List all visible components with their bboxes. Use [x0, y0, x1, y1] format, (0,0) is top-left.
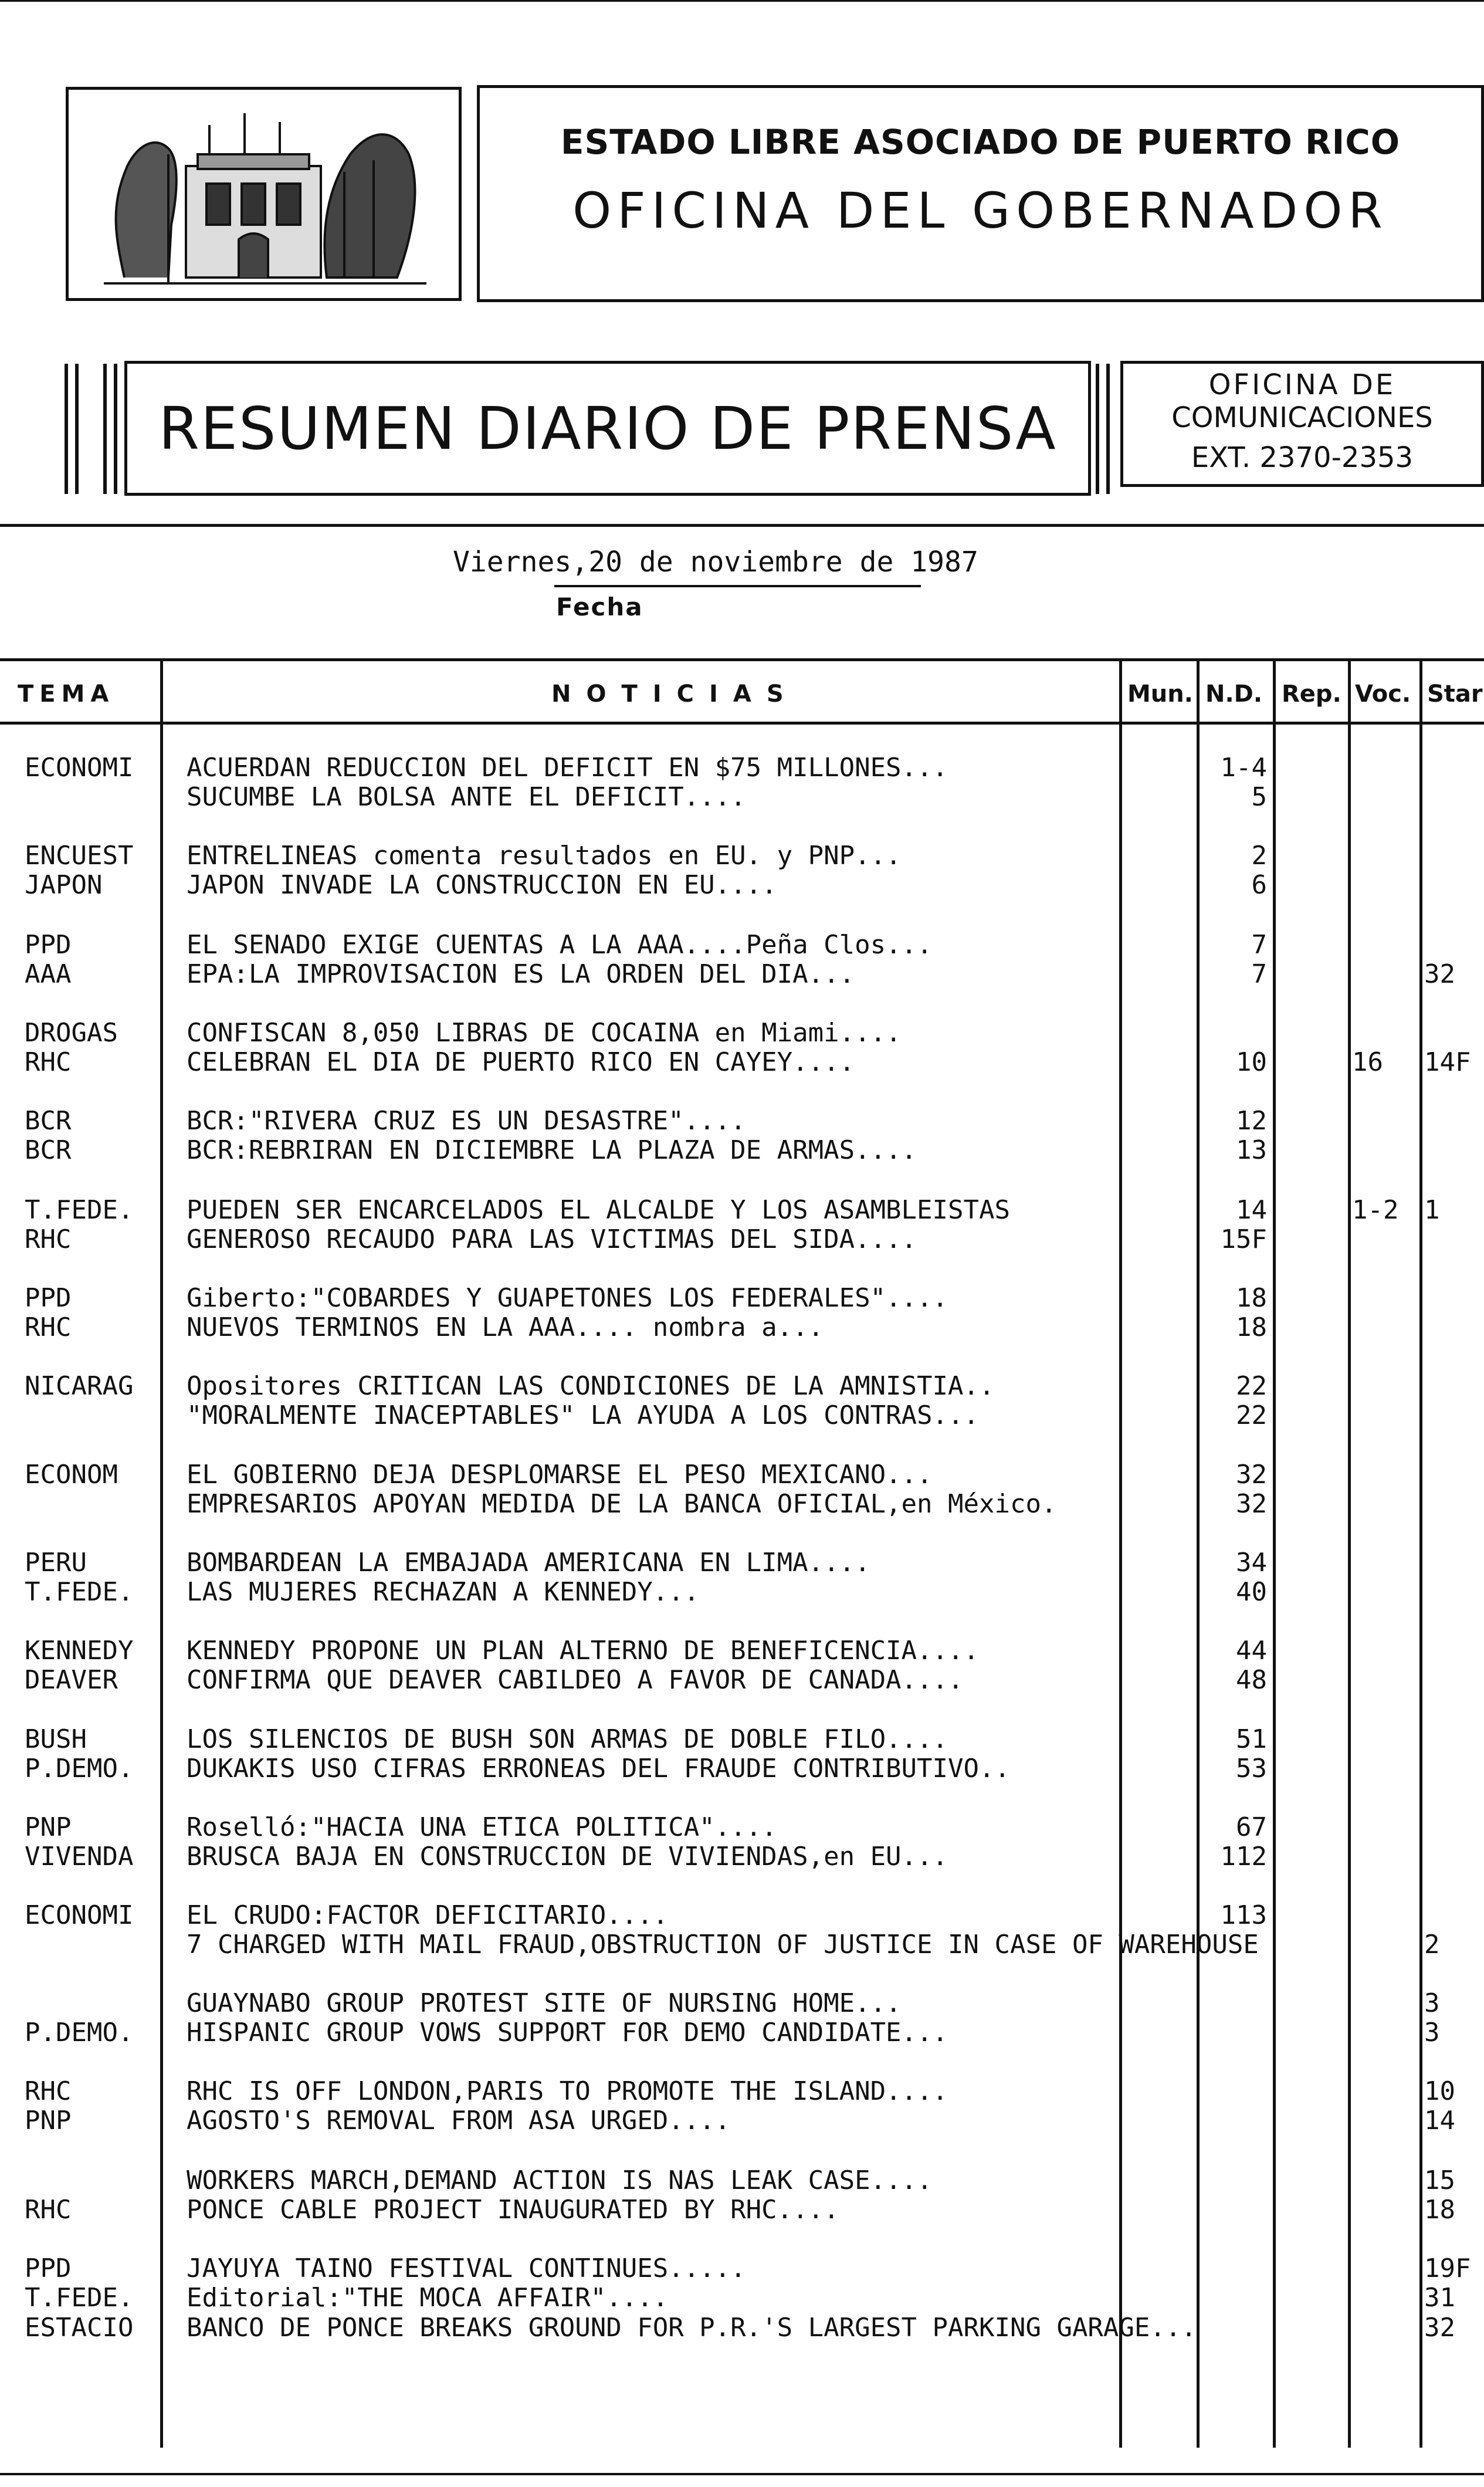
date-value: Viernes,20 de noviembre de 1987 [453, 546, 978, 578]
noticia-cell: CONFISCAN 8,050 LIBRAS DE COCAINA en Miami.... [187, 1018, 902, 1048]
col-line-tema [160, 658, 163, 2448]
seal-box [66, 87, 462, 301]
nd-cell: 13 [1236, 1135, 1267, 1165]
noticia-cell: JAPON INVADE LA CONSTRUCCION EN EU.... [187, 870, 777, 900]
banner-left-bar-4 [114, 364, 117, 494]
noticia-cell: BCR:"RIVERA CRUZ ES UN DESASTRE".... [187, 1106, 746, 1136]
date-label: Fecha [556, 593, 643, 621]
col-header-star: Star [1427, 681, 1483, 708]
tema-cell: PNP [25, 1812, 72, 1842]
nd-cell: 32 [1236, 1489, 1267, 1519]
star-cell: 3 [1424, 1988, 1440, 2018]
noticia-cell: RHC IS OFF LONDON,PARIS TO PROMOTE THE ISLAND.... [187, 2076, 948, 2106]
star-cell: 14 [1424, 2106, 1455, 2136]
noticia-cell: BRUSCA BAJA EN CONSTRUCCION DE VIVIENDAS,en EU... [187, 1842, 948, 1872]
noticia-cell: "MORALMENTE INACEPTABLES" LA AYUDA A LOS CONTRAS... [187, 1400, 980, 1430]
tema-cell: RHC [25, 1047, 72, 1077]
noticia-cell: WORKERS MARCH,DEMAND ACTION IS NAS LEAK CASE.... [187, 2165, 933, 2195]
noticia-cell: LOS SILENCIOS DE BUSH SON ARMAS DE DOBLE FILO.... [187, 1724, 948, 1754]
nd-cell: 15F [1220, 1224, 1267, 1254]
noticia-cell: SUCUMBE LA BOLSA ANTE EL DEFICIT.... [187, 782, 746, 812]
tema-cell: ENCUEST [25, 841, 134, 871]
tema-cell: ESTACIO [25, 2313, 134, 2343]
noticia-cell: ENTRELINEAS comenta resultados en EU. y PNP... [187, 841, 902, 871]
nd-cell: 14 [1236, 1195, 1267, 1225]
nd-cell: 18 [1236, 1312, 1267, 1342]
col-line-noticias [1119, 658, 1122, 2448]
tema-cell: ECONOM [25, 1460, 118, 1490]
tema-cell: PERU [25, 1548, 87, 1578]
star-cell: 10 [1424, 2076, 1455, 2106]
nd-cell: 113 [1220, 1900, 1267, 1930]
col-header-nd: N.D. [1205, 681, 1263, 708]
noticia-cell: CELEBRAN EL DIA DE PUERTO RICO EN CAYEY.... [187, 1047, 855, 1077]
office-line3: EXT. 2370-2353 [1191, 441, 1414, 474]
tema-cell: BCR [25, 1106, 72, 1136]
noticia-cell: LAS MUJERES RECHAZAN A KENNEDY... [187, 1577, 700, 1607]
building-illustration-icon [69, 90, 459, 298]
banner-right-bar-2 [1106, 364, 1110, 494]
star-cell: 3 [1424, 2018, 1440, 2048]
nd-cell: 18 [1236, 1283, 1267, 1313]
date-underline [554, 585, 921, 587]
noticia-cell: EMPRESARIOS APOYAN MEDIDA DE LA BANCA OFICIAL,en México. [187, 1489, 1057, 1519]
banner-left-bar-2 [75, 364, 79, 494]
star-cell: 18 [1424, 2195, 1455, 2225]
tema-cell: P.DEMO. [25, 1754, 134, 1784]
nd-cell: 40 [1236, 1577, 1267, 1607]
tema-cell: P.DEMO. [25, 2018, 134, 2048]
star-cell: 1 [1424, 1195, 1440, 1225]
nd-cell: 51 [1236, 1724, 1267, 1754]
tema-cell: AAA [25, 959, 72, 989]
table-header-rule [0, 722, 1484, 725]
banner-rule [0, 524, 1484, 527]
noticia-cell: EL CRUDO:FACTOR DEFICITARIO.... [187, 1900, 669, 1930]
tema-cell: BCR [25, 1135, 72, 1165]
noticia-cell: 7 CHARGED WITH MAIL FRAUD,OBSTRUCTION OF JUSTICE IN CASE OF WAREHOUSE [187, 1930, 1259, 1960]
tema-cell: RHC [25, 2195, 72, 2225]
banner-title: RESUMEN DIARIO DE PRENSA [158, 394, 1057, 463]
header-line2: OFICINA DEL GOBERNADOR [572, 182, 1388, 239]
tema-cell: DROGAS [25, 1018, 118, 1048]
noticia-cell: EL GOBIERNO DEJA DESPLOMARSE EL PESO MEXICANO... [187, 1460, 933, 1490]
noticia-cell: ACUERDAN REDUCCION DEL DEFICIT EN $75 MILLONES... [187, 753, 948, 783]
office-line1: OFICINA DE [1208, 368, 1396, 401]
nd-cell: 112 [1220, 1842, 1267, 1872]
banner-right-bar-1 [1096, 364, 1099, 494]
col-line-nd [1273, 658, 1276, 2448]
header-line1: ESTADO LIBRE ASOCIADO DE PUERTO RICO [560, 122, 1401, 162]
noticia-cell: CONFIRMA QUE DEAVER CABILDEO A FAVOR DE CANADA.... [187, 1665, 964, 1695]
banner-left-bar-3 [103, 364, 107, 494]
nd-cell: 44 [1236, 1636, 1267, 1666]
nd-cell: 22 [1236, 1371, 1267, 1401]
nd-cell: 48 [1236, 1665, 1267, 1695]
nd-cell: 53 [1236, 1754, 1267, 1784]
noticia-cell: EPA:LA IMPROVISACION ES LA ORDEN DEL DIA... [187, 959, 855, 989]
nd-cell: 67 [1236, 1812, 1267, 1842]
tema-cell: T.FEDE. [25, 1577, 134, 1607]
col-header-rep: Rep. [1282, 681, 1341, 708]
noticia-cell: NUEVOS TERMINOS EN LA AAA.... nombra a... [187, 1312, 824, 1342]
nd-cell: 2 [1251, 841, 1267, 871]
noticia-cell: HISPANIC GROUP VOWS SUPPORT FOR DEMO CANDIDATE... [187, 2018, 948, 2048]
noticia-cell: EL SENADO EXIGE CUENTAS A LA AAA....Peña Clos... [187, 930, 933, 960]
nd-cell: 6 [1251, 870, 1267, 900]
tema-cell: PPD [25, 1283, 72, 1313]
noticia-cell: PUEDEN SER ENCARCELADOS EL ALCALDE Y LOS ASAMBLEISTAS [187, 1195, 1010, 1225]
noticia-cell: BCR:REBRIRAN EN DICIEMBRE LA PLAZA DE ARMAS.... [187, 1135, 917, 1165]
office-line2: COMUNICACIONES [1171, 401, 1433, 434]
noticia-cell: BOMBARDEAN LA EMBAJADA AMERICANA EN LIMA.... [187, 1548, 870, 1578]
tema-cell: ECONOMI [25, 753, 134, 783]
noticia-cell: KENNEDY PROPONE UN PLAN ALTERNO DE BENEFICENCIA.... [187, 1636, 980, 1666]
col-header-mun: Mun. [1127, 681, 1193, 708]
top-rule [0, 0, 1484, 2]
nd-cell: 7 [1251, 930, 1267, 960]
col-header-noticias: NOTICIAS [551, 681, 799, 708]
banner-left-bar-1 [65, 364, 68, 494]
tema-cell: NICARAG [25, 1371, 134, 1401]
tema-cell: PPD [25, 2253, 72, 2283]
tema-cell: ECONOMI [25, 1900, 134, 1930]
noticia-cell: JAYUYA TAINO FESTIVAL CONTINUES..... [187, 2253, 746, 2283]
tema-cell: KENNEDY [25, 1636, 134, 1666]
star-cell: 14F [1424, 1047, 1471, 1077]
tema-cell: RHC [25, 2076, 72, 2106]
noticia-cell: DUKAKIS USO CIFRAS ERRONEAS DEL FRAUDE CONTRIBUTIVO.. [187, 1754, 1010, 1784]
nd-cell: 32 [1236, 1460, 1267, 1490]
tema-cell: RHC [25, 1312, 72, 1342]
nd-cell: 7 [1251, 959, 1267, 989]
noticia-cell: AGOSTO'S REMOVAL FROM ASA URGED.... [187, 2106, 731, 2136]
tema-cell: BUSH [25, 1724, 87, 1754]
tema-cell: T.FEDE. [25, 2283, 134, 2313]
noticia-cell: GENEROSO RECAUDO PARA LAS VICTIMAS DEL SIDA.... [187, 1224, 917, 1254]
star-cell: 2 [1424, 1930, 1440, 1960]
tema-cell: PPD [25, 930, 72, 960]
tema-cell: JAPON [25, 870, 103, 900]
nd-cell: 1-4 [1220, 753, 1267, 783]
noticia-cell: BANCO DE PONCE BREAKS GROUND FOR P.R.'S LARGEST PARKING GARAGE... [187, 2313, 1197, 2343]
nd-cell: 34 [1236, 1548, 1267, 1578]
table-top-rule [0, 658, 1484, 661]
star-cell: 31 [1424, 2283, 1455, 2313]
col-line-rep [1348, 658, 1351, 2448]
nd-cell: 10 [1236, 1047, 1267, 1077]
tema-cell: RHC [25, 1224, 72, 1254]
col-header-voc: Voc. [1355, 681, 1411, 708]
tema-cell: DEAVER [25, 1665, 118, 1695]
voc-cell: 1-2 [1352, 1195, 1399, 1225]
noticia-cell: GUAYNABO GROUP PROTEST SITE OF NURSING HOME... [187, 1988, 902, 2018]
noticia-cell: Editorial:"THE MOCA AFFAIR".... [187, 2283, 669, 2313]
star-cell: 32 [1424, 2313, 1455, 2343]
star-cell: 19F [1424, 2253, 1471, 2283]
col-header-tema: TEMA [18, 681, 115, 708]
star-cell: 32 [1424, 959, 1455, 989]
nd-cell: 5 [1251, 782, 1267, 812]
nd-cell: 22 [1236, 1400, 1267, 1430]
tema-cell: T.FEDE. [25, 1195, 134, 1225]
noticia-cell: Opositores CRITICAN LAS CONDICIONES DE LA AMNISTIA.. [187, 1371, 995, 1401]
noticia-cell: PONCE CABLE PROJECT INAUGURATED BY RHC.... [187, 2195, 839, 2225]
tema-cell: PNP [25, 2106, 72, 2136]
voc-cell: 16 [1352, 1047, 1383, 1077]
col-line-voc [1419, 658, 1422, 2448]
noticia-cell: Roselló:"HACIA UNA ETICA POLITICA".... [187, 1812, 777, 1842]
tema-cell: VIVENDA [25, 1842, 134, 1872]
bottom-rule [0, 2473, 1484, 2475]
noticia-cell: Giberto:"COBARDES Y GUAPETONES LOS FEDERALES".... [187, 1283, 948, 1313]
nd-cell: 12 [1236, 1106, 1267, 1136]
star-cell: 15 [1424, 2165, 1455, 2195]
